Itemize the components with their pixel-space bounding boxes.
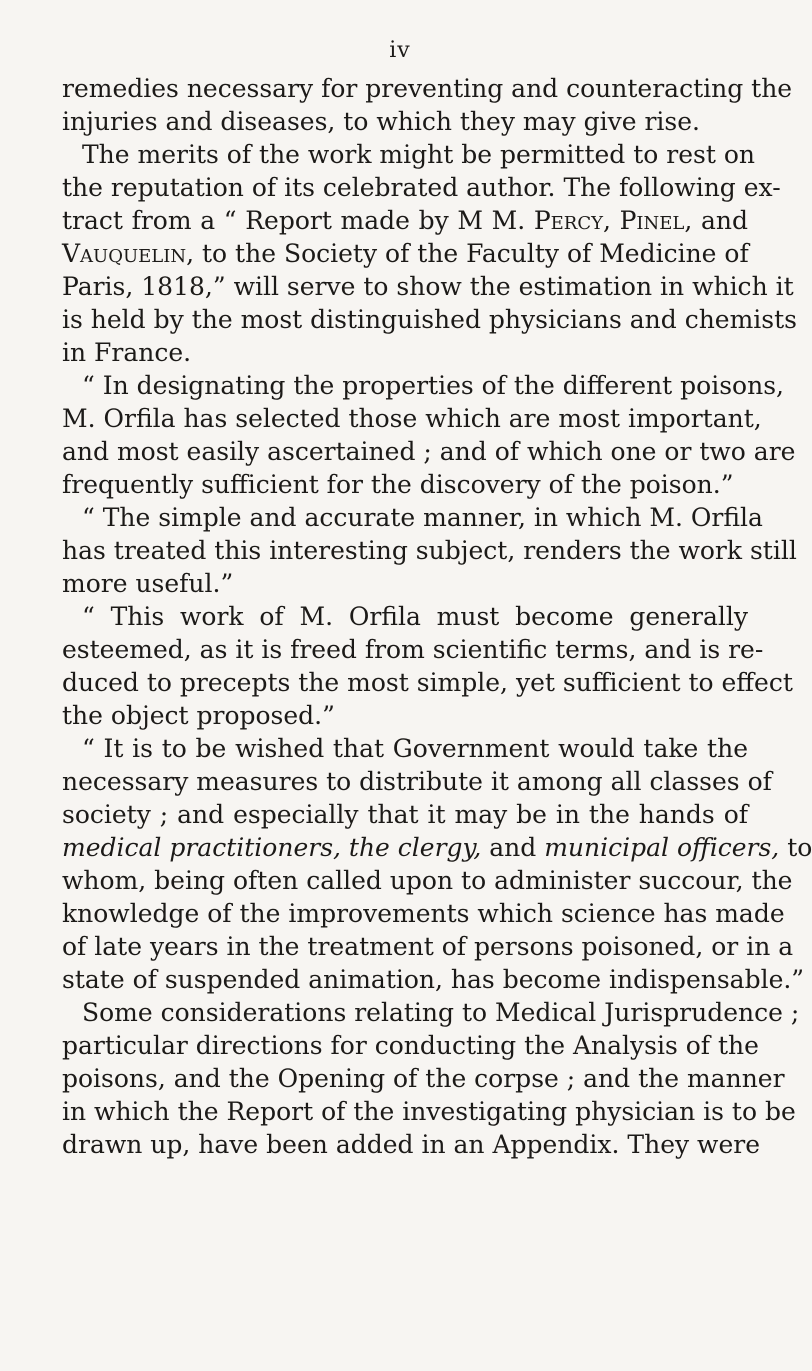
text-line: the reputation of its celebrated author. The following ex- (62, 173, 781, 202)
text-line: state of suspended animation, has become indispensable.” (62, 965, 805, 994)
text-line: of late years in the treatment of persons poisoned, or in a (62, 932, 794, 961)
text-line: the object proposed.” (62, 701, 335, 730)
author-names: Vauquelin, (62, 239, 195, 268)
text-line: duced to precepts the most simple, yet sufficient to effect (62, 668, 793, 697)
text-line: particular directions for conducting the Analysis of the (62, 1031, 759, 1060)
text-line: is held by the most distinguished physicians and chemists (62, 305, 797, 334)
text-line (62, 831, 812, 864)
body-text (62, 72, 812, 1161)
text-line (62, 204, 748, 237)
italic-run: municipal officers, (544, 833, 780, 862)
text-line: injuries and diseases, to which they may give rise. (62, 107, 700, 136)
text-line: “ This work of M. Orfila must become generally (82, 602, 748, 631)
text-line: society ; and especially that it may be in the hands of (62, 800, 748, 829)
text-line: Some considerations relating to Medical Jurisprudence ; (82, 998, 800, 1027)
text-line: has treated this interesting subject, renders the work still (62, 536, 797, 565)
text-line: “ The simple and accurate manner, in which M. Orfila (82, 503, 763, 532)
text-line: frequently sufficient for the discovery of the poison.” (62, 470, 734, 499)
text-run: and (692, 206, 748, 235)
text-line: necessary measures to distribute it among all classes of (62, 767, 772, 796)
text-line: Paris, 1818,” will serve to show the estimation in which it (62, 272, 794, 301)
author-names: Percy, Pinel, (533, 206, 693, 235)
text-line: drawn up, have been added in an Appendix. They were (62, 1130, 760, 1159)
italic-run: medical practitioners, the clergy, (62, 833, 482, 862)
text-line: “ It is to be wished that Government would take the (82, 734, 748, 763)
text-line: knowledge of the improvements which science has made (62, 899, 785, 928)
text-line (62, 237, 748, 270)
text-line: The merits of the work might be permitted to rest on (82, 140, 756, 169)
text-line: more useful.” (62, 569, 234, 598)
text-line: esteemed, as it is freed from scientific terms, and is re- (62, 635, 764, 664)
text-line: M. Orfila has selected those which are most important, (62, 404, 762, 433)
text-line: poisons, and the Opening of the corpse ; and the manner (62, 1064, 785, 1093)
text-run: to the Society of the Faculty of Medicine of (194, 239, 749, 268)
text-line: in France. (62, 338, 192, 367)
text-run: tract from a “ Report made by M M. (62, 206, 534, 235)
text-run: and (481, 833, 545, 862)
text-line: in which the Report of the investigating physician is to be (62, 1097, 796, 1126)
page-number: iv (389, 38, 411, 63)
text-line: “ In designating the properties of the different poisons, (82, 371, 784, 400)
text-line: and most easily ascertained ; and of which one or two are (62, 437, 796, 466)
text-line: whom, being often called upon to administer succour, the (62, 866, 793, 895)
text-line: remedies necessary for preventing and counteracting the (62, 74, 793, 103)
text-run: to (779, 833, 812, 862)
